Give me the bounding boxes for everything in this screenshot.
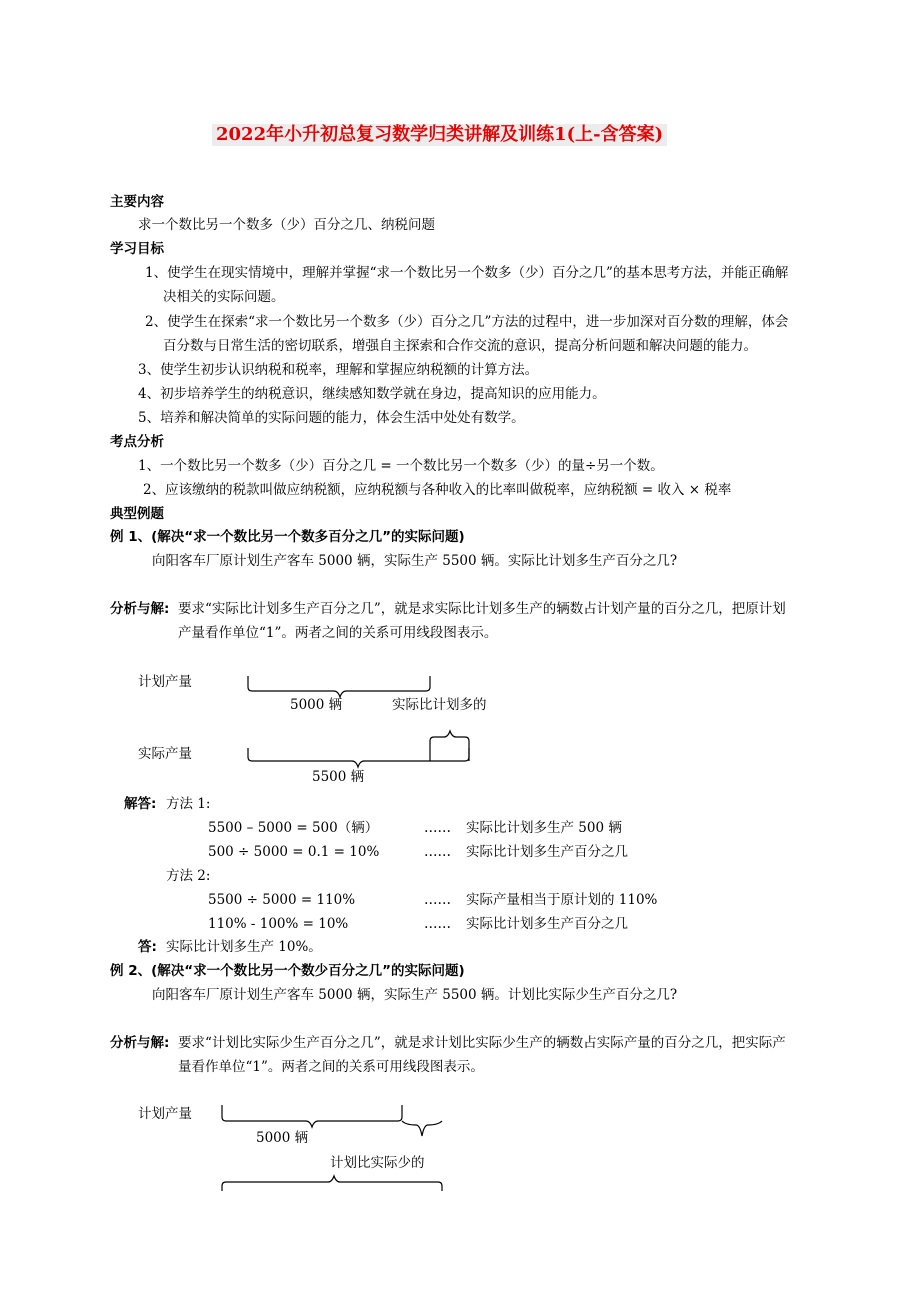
- diagram1-actual-amount: 5500 辆: [312, 769, 365, 785]
- goal-line: 3、使学生初步认识纳税和税率，理解和掌握应纳税额的计算方法。: [138, 362, 539, 378]
- example2-analysis-line: 要求“计划比实际少生产百分之几”，就是求计划比实际少生产的辆数占实际产量的百分之几，把实际产: [178, 1035, 786, 1051]
- example2-problem: 向阳客车厂原计划生产客车 5000 辆，实际生产 5500 辆。计划比实际少生产百分之几?: [152, 987, 678, 1003]
- example1-analysis-line: 要求“实际比计划多生产百分之几”，就是求实际比计划多生产的辆数占计划产量的百分之几，把原计划: [178, 601, 786, 617]
- goal-line: 5、培养和解决简单的实际问题的能力，体会生活中处处有数学。: [138, 410, 525, 426]
- example1-analysis-label: 分析与解:: [110, 601, 170, 617]
- method2-equation: 5500 ÷ 5000 = 110%: [208, 892, 356, 908]
- content-text: 求一个数比另一个数多（少）百分之几、纳税问题: [138, 217, 435, 233]
- example1-final-text: 实际比计划多生产 10%。: [166, 939, 322, 955]
- method1-equation: 5500 – 5000 = 500（辆）: [208, 820, 379, 836]
- diagram1-plan-amount: 5000 辆: [290, 697, 343, 713]
- diagram1-extra-label: 实际比计划多的: [392, 697, 487, 713]
- method2-note: 实际比计划多生产百分之几: [466, 916, 628, 932]
- actual-segment-bracket: [222, 1176, 442, 1191]
- diagram1-actual-label: 实际产量: [138, 746, 192, 762]
- method1-dots: ……: [424, 844, 451, 860]
- method2-dots: ……: [424, 916, 451, 932]
- goal-line: 2、使学生在探索“求一个数比另一个数多（少）百分之几”方法的过程中，进一步加深对百分数的理解，体会: [145, 314, 789, 330]
- method1-dots: ……: [424, 820, 451, 836]
- diagram1-plan-label: 计划产量: [138, 674, 192, 690]
- point-line: 1、一个数比另一个数多（少）百分之几 = 一个数比另一个数多（少）的量÷另一个数。: [138, 458, 664, 474]
- section-heading-examples: 典型例题: [110, 506, 164, 522]
- method2-equation: 110% - 100% = 10%: [208, 916, 349, 932]
- goal-line: 4、初步培养学生的纳税意识，继续感知数学就在身边，提高知识的应用能力。: [138, 386, 606, 402]
- diagram2-less-label: 计划比实际少的: [330, 1155, 425, 1171]
- example2-title: 例 2、(解决“求一个数比另一个数少百分之几”的实际问题): [110, 963, 465, 979]
- goal-line: 1、使学生在现实情境中，理解并掌握“求一个数比另一个数多（少）百分之几”的基本思考方法，并能正确解: [145, 265, 789, 281]
- example2-analysis-line: 量看作单位“1”。两者之间的关系可用线段图表示。: [178, 1059, 484, 1075]
- example1-final-label: 答:: [138, 939, 157, 955]
- section-heading-points: 考点分析: [110, 434, 164, 450]
- method1-label: 方法 1:: [166, 796, 211, 812]
- method1-equation: 500 ÷ 5000 = 0.1 = 10%: [208, 844, 380, 860]
- section-heading-goals: 学习目标: [110, 241, 164, 257]
- goal-line: 百分数与日常生活的密切联系，增强自主探索和合作交流的意识，提高分析问题和解决问题的能力。: [163, 338, 757, 354]
- example1-title: 例 1、(解决“求一个数比另一个数多百分之几”的实际问题): [110, 529, 465, 545]
- less-segment-bracket: [402, 1121, 442, 1136]
- example2-analysis-label: 分析与解:: [110, 1035, 170, 1051]
- method2-dots: ……: [424, 892, 451, 908]
- page-title: 2022年小升初总复习数学归类讲解及训练1(上-含答案): [212, 124, 667, 146]
- example1-analysis-line: 产量看作单位“1”。两者之间的关系可用线段图表示。: [178, 625, 498, 641]
- plan-segment-bracket: [222, 1105, 402, 1127]
- section-heading-content: 主要内容: [110, 194, 164, 210]
- method1-note: 实际比计划多生产 500 辆: [466, 820, 622, 836]
- goal-line: 决相关的实际问题。: [163, 289, 285, 305]
- example1-answer-label: 解答:: [124, 796, 157, 812]
- method2-note: 实际产量相当于原计划的 110%: [466, 892, 658, 908]
- method2-label: 方法 2:: [166, 868, 211, 884]
- diagram2-plan-label: 计划产量: [138, 1106, 192, 1122]
- method1-note: 实际比计划多生产百分之几: [466, 844, 628, 860]
- point-line: 2、应该缴纳的税款叫做应纳税额，应纳税额与各种收入的比率叫做税率，应纳税额 = 收入 × 税率: [143, 482, 732, 498]
- diagram2-plan-amount: 5000 辆: [256, 1130, 309, 1146]
- example1-problem: 向阳客车厂原计划生产客车 5000 辆，实际生产 5500 辆。实际比计划多生产百分之几?: [152, 553, 678, 569]
